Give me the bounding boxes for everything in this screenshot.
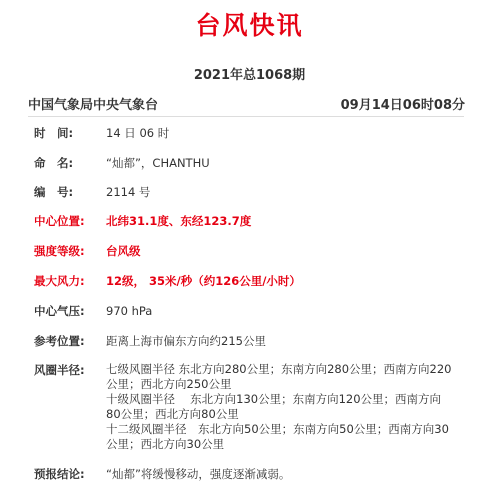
field-label: 强度等级: <box>34 244 85 258</box>
field-max-wind <box>34 273 474 289</box>
header-divider <box>28 116 464 117</box>
wind-radius-line: 公里；西北方向250公里 <box>106 377 232 391</box>
field-label: 命 名: <box>34 156 74 170</box>
field-label: 中心位置: <box>34 214 85 228</box>
page-title: 台风快讯 <box>195 11 304 40</box>
field-pressure <box>34 303 474 319</box>
wind-radius-line: 十级风圈半径 东北方向130公里；东南方向120公里；西南方向 <box>106 392 442 406</box>
agency-name: 中国气象局中央气象台 <box>28 98 159 113</box>
wind-radius-line: 公里；西北方向30公里 <box>106 437 225 451</box>
field-name <box>34 155 474 171</box>
wind-radius-line: 80公里；西北方向80公里 <box>106 407 239 421</box>
field-center-position <box>34 213 474 229</box>
field-label: 风圈半径: <box>34 363 85 377</box>
field-wind-radius <box>34 362 474 452</box>
field-time <box>34 125 474 141</box>
field-label: 预报结论: <box>34 467 85 481</box>
field-label: 参考位置: <box>34 334 85 348</box>
field-forecast <box>34 466 474 482</box>
field-label: 时 间: <box>34 126 74 140</box>
issue-number: 2021年总1068期 <box>193 68 306 83</box>
field-intensity <box>34 243 474 259</box>
field-label: 编 号: <box>34 185 74 199</box>
field-value: 2114 号 <box>106 185 151 199</box>
field-value: 12级， 35米/秒（约126公里/小时） <box>106 274 301 288</box>
field-reference <box>34 333 474 349</box>
field-value: “灿都”，CHANTHU <box>106 156 210 170</box>
field-value <box>106 362 474 452</box>
issue-datetime: 09月14日06时08分 <box>340 98 465 113</box>
field-label: 最大风力: <box>34 274 85 288</box>
wind-radius-line: 七级风圈半径 东北方向280公里；东南方向280公里；西南方向220 <box>106 362 452 376</box>
field-value: 北纬31.1度、东经123.7度 <box>106 214 252 228</box>
wind-radius-line: 十二级风圈半径 东北方向50公里；东南方向50公里；西南方向30 <box>106 422 449 436</box>
field-value: 距离上海市偏东方向约215公里 <box>106 334 266 348</box>
field-label: 中心气压: <box>34 304 85 318</box>
field-value: 台风级 <box>106 244 141 258</box>
field-value: 14 日 06 时 <box>106 126 170 140</box>
field-value: 970 hPa <box>106 304 153 318</box>
field-value: “灿都”将缓慢移动，强度逐渐减弱。 <box>106 467 291 481</box>
field-number <box>34 184 474 200</box>
